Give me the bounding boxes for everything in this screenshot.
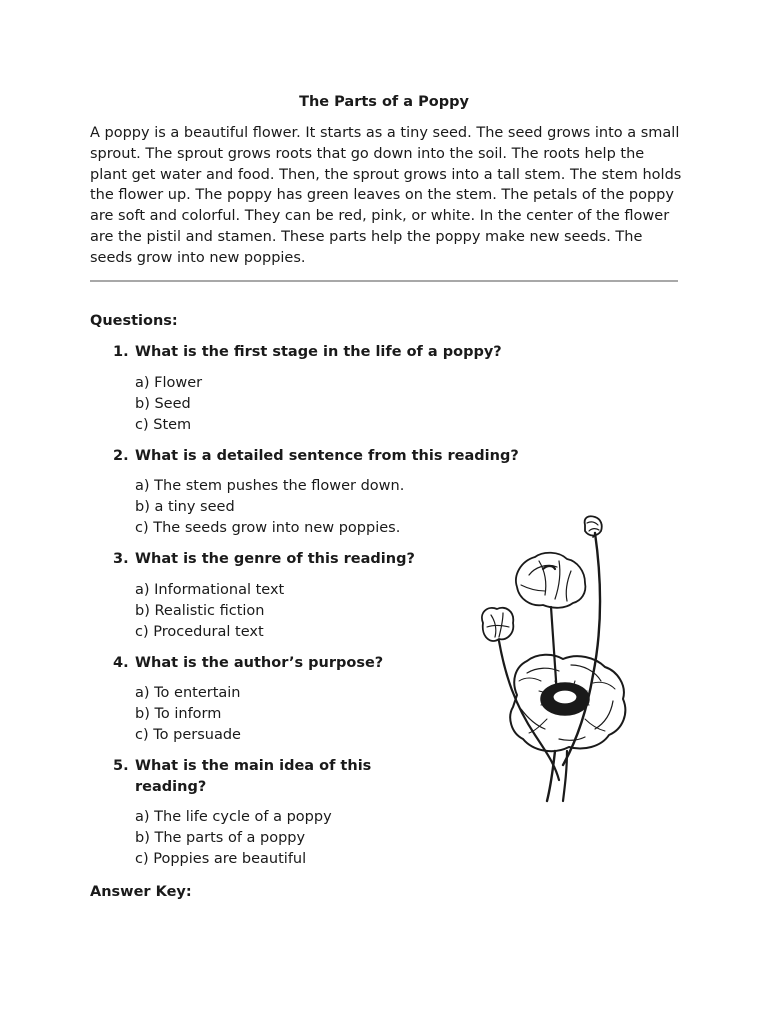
answer-option: b) Seed: [135, 395, 191, 412]
poppy-flower-illustration-icon: [455, 495, 670, 805]
answer-option: b) To inform: [135, 706, 222, 722]
question-text: What is the first stage in the life of a poppy?: [135, 344, 502, 360]
question-number: 1.: [113, 344, 129, 360]
answer-option: a) The life cycle of a poppy: [135, 809, 332, 825]
reading-passage: A poppy is a beautiful flower. It starts as a tiny seed. The seed grows into a small sprout. The sprout grows roots that go down into the soil. The roots help the plant get water and food. Then, the sprout grows into a tall stem. The stem holds the flower up. The poppy has green leaves on the stem. The petals of the poppy are soft and colorful. They can be red, pink, or white. In the center of the flower are the pistil and stamen. These parts help the poppy make new seeds. The seeds grow into new poppies.: [90, 125, 682, 266]
answer-option: c) Procedural text: [135, 623, 264, 640]
answer-key-heading: Answer Key:: [90, 884, 192, 900]
question-number: 4.: [113, 654, 129, 671]
answer-options: [135, 373, 678, 436]
answer-option: a) Flower: [135, 374, 203, 391]
answer-option: a) Informational text: [135, 581, 285, 598]
question-number: 5.: [113, 758, 129, 774]
question-text: What is the genre of this reading?: [135, 551, 415, 567]
section-divider: [90, 280, 678, 282]
question-number: 3.: [113, 551, 129, 567]
answer-option: b) The parts of a poppy: [135, 830, 306, 846]
questions-heading: Questions:: [90, 313, 178, 329]
answer-option: b) Realistic fiction: [135, 602, 265, 619]
answer-option: c) To persuade: [135, 727, 241, 743]
question-number: 2.: [113, 447, 129, 464]
answer-option: c) Stem: [135, 416, 192, 433]
answer-option: c) The seeds grow into new poppies.: [135, 520, 401, 536]
answer-option: b) a tiny seed: [135, 499, 235, 515]
answer-option: a) To entertain: [135, 685, 241, 701]
answer-option: a) The stem pushes the flower down.: [135, 478, 405, 494]
answer-option: c) Poppies are beautiful: [135, 851, 307, 867]
question-text: What is a detailed sentence from this reading?: [135, 447, 519, 464]
page-title: The Parts of a Poppy: [299, 94, 469, 110]
question-item: [90, 342, 678, 436]
answer-options: [135, 807, 678, 870]
question-text: What is the author’s purpose?: [135, 654, 384, 671]
question-text: What is the main idea of this reading?: [135, 758, 372, 795]
